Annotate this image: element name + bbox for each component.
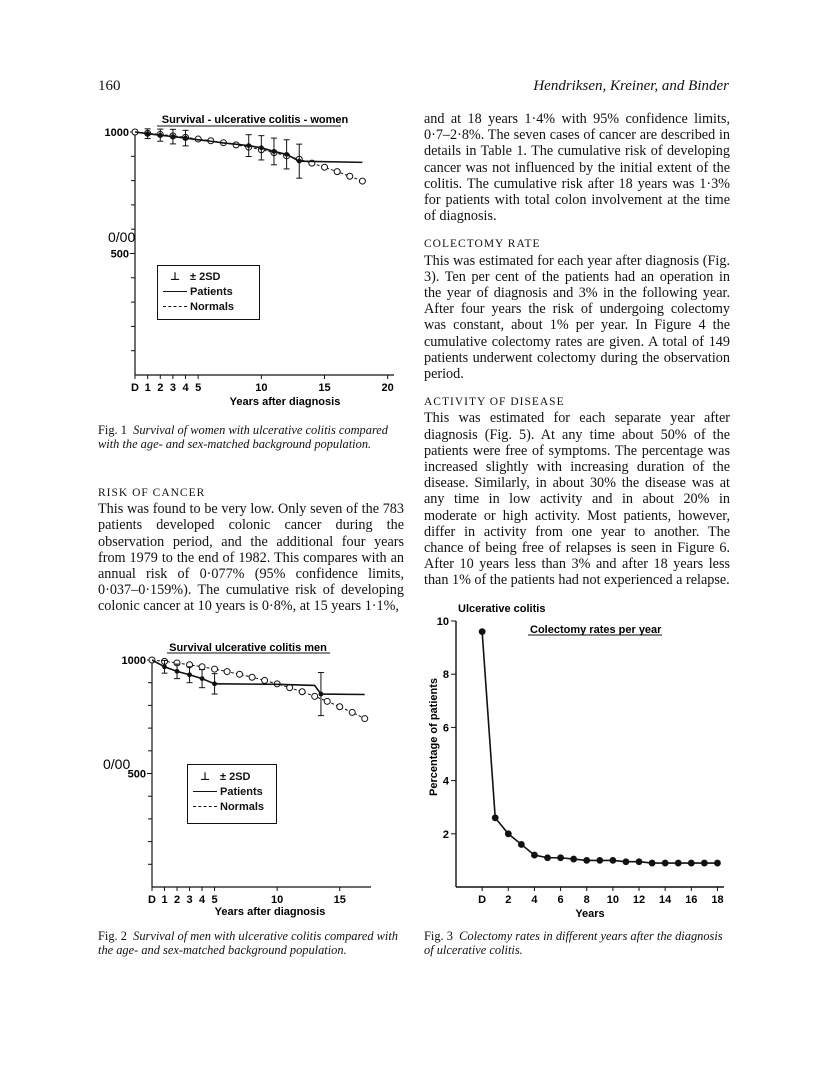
figure-2-legend — [187, 764, 277, 824]
colectomy-point — [623, 858, 630, 865]
colectomy-point — [609, 857, 616, 864]
y-axis-label: 0/00 — [103, 756, 131, 772]
normals-point — [262, 677, 268, 683]
colectomy-point — [636, 858, 643, 865]
x-tick-label: 3 — [169, 382, 176, 394]
x-tick-label: 16 — [685, 894, 698, 906]
colectomy-point — [505, 830, 512, 837]
normals-point — [362, 716, 368, 722]
x-tick-label: 2 — [173, 894, 181, 906]
y-tick-label: 2 — [442, 828, 449, 841]
colectomy-point — [479, 628, 486, 635]
normals-point — [334, 169, 340, 175]
section-heading-colectomy-rate: COLECTOMY RATE — [424, 238, 541, 251]
y-tick-label: 500 — [127, 768, 146, 781]
colectomy-point — [662, 860, 669, 867]
normals-point — [287, 685, 293, 691]
legend-item-sd: ⊥ ± 2SD — [199, 770, 251, 783]
chart-title: Survival ulcerative colitis men — [169, 642, 327, 654]
legend-item-normals: Normals — [193, 799, 271, 814]
x-tick-label: 20 — [381, 382, 394, 394]
x-tick-label: 10 — [271, 894, 284, 906]
x-tick-label: 4 — [182, 382, 189, 394]
x-tick-label: 10 — [255, 382, 268, 394]
x-tick-label: 5 — [211, 894, 218, 906]
normals-point — [237, 671, 243, 677]
colectomy-point — [570, 856, 577, 863]
colectomy-point — [701, 860, 708, 867]
legend-item-patients: Patients — [163, 284, 254, 299]
continuation-paragraph: and at 18 years 1·4% with 95% confidence limits, 0·7–2·8%. The seven cases of cancer are described in details in Table 1. The cumulative risk of developing cancer was not influenced by the initial extent of the colitis. The cumulative risk after 18 years was 1·3% for patients with total colon involvement at the time of diagnosis. — [424, 111, 730, 225]
figure-1-chart — [95, 105, 410, 415]
patients-point — [145, 131, 150, 136]
normals-point — [337, 704, 343, 710]
x-tick-label: 2 — [157, 382, 164, 394]
x-axis-label: Years after diagnosis — [229, 396, 341, 408]
left-column-text — [98, 485, 404, 615]
x-tick-label: 1 — [161, 894, 168, 906]
figure-1-legend — [157, 265, 260, 320]
patients-point — [297, 159, 302, 164]
x-tick-label: 4 — [198, 894, 206, 906]
x-tick-label: 2 — [505, 894, 512, 906]
legend-item-patients: Patients — [193, 784, 271, 799]
patients-point — [272, 149, 277, 154]
chart-subtitle: Colectomy rates per year — [530, 624, 662, 636]
normals-point — [347, 173, 353, 179]
x-tick-label: 15 — [333, 894, 346, 906]
x-tick-label: 1 — [144, 382, 151, 394]
patients-point — [183, 136, 188, 141]
x-tick-label: 15 — [318, 382, 331, 394]
section-heading-activity: ACTIVITY OF DISEASE — [424, 396, 565, 409]
colectomy-point — [544, 854, 551, 861]
colectomy-point — [583, 857, 590, 864]
y-tick-label: 6 — [442, 722, 449, 735]
y-axis-label: Percentage of patients — [428, 678, 440, 796]
patients-point — [319, 692, 324, 697]
x-axis-label: Years after diagnosis — [214, 906, 326, 918]
x-tick-label: D — [131, 382, 139, 394]
patients-point — [200, 676, 205, 681]
colectomy-point — [518, 841, 525, 848]
normals-point — [324, 698, 330, 704]
patients-point — [162, 664, 167, 669]
colectomy-line — [482, 632, 717, 863]
y-tick-label: 4 — [442, 775, 449, 788]
chart-title: Ulcerative colitis — [458, 603, 546, 615]
activity-paragraph: This was estimated for each separate year after diagnosis (Fig. 5). At any time about 50% of the patients were free of symptoms. The percentage was increased slightly with increasing duration of the disease. Similarly, in about 30% the disease was at any time in low activity and in about 20% in moderate or high activity. Most patients, however, differ in activity from one year to another. The chance of being free of relapses is seen in Figure 6. After 10 years less than 3% and after 18 years less than 1% of the patients had not experienced a relapse. — [424, 410, 730, 589]
y-tick-label: 1000 — [121, 655, 146, 667]
x-tick-label: D — [148, 894, 156, 906]
normals-point — [322, 164, 328, 170]
x-tick-label: 18 — [711, 894, 724, 906]
normals-point — [212, 666, 218, 672]
patients-point — [158, 133, 163, 138]
y-tick-label: 500 — [110, 248, 129, 261]
legend-item-sd: ⊥ ± 2SD — [169, 270, 221, 283]
y-tick-label: 10 — [436, 616, 449, 628]
normals-point — [359, 178, 365, 184]
x-tick-label: 10 — [606, 894, 620, 906]
x-tick-label: 14 — [659, 894, 672, 906]
colectomy-point — [596, 857, 603, 864]
normals-line — [152, 660, 365, 719]
x-tick-label: 12 — [632, 894, 646, 906]
figure-2-caption: Fig. 2 Survival of men with ulcerative colitis compared with the age- and sex-matched background population. — [98, 929, 398, 957]
y-tick-label: 1000 — [104, 127, 129, 139]
patients-point — [187, 672, 192, 677]
colectomy-point — [688, 860, 695, 867]
colectomy-paragraph: This was estimated for each year after diagnosis (Fig. 3). Ten per cent of the patients had an operation in the year of diagnosis and 3% in the following year. After four years the risk of undergoing colectomy was constant, about 1% per year. In Figure 4 the cumulative colectomy rates are given. A total of 149 patients underwent colectomy during the observation period. — [424, 252, 730, 383]
patients-point — [175, 669, 180, 674]
normals-point — [199, 664, 205, 670]
colectomy-point — [675, 860, 682, 867]
normals-point — [299, 689, 305, 695]
normals-point — [224, 669, 230, 675]
x-tick-label: 4 — [531, 894, 538, 906]
y-axis-label: 0/00 — [108, 229, 136, 245]
patients-point — [284, 152, 289, 157]
chart-title: Survival - ulcerative colitis - women — [161, 114, 349, 126]
colectomy-point — [492, 814, 499, 821]
patients-point — [171, 134, 176, 139]
legend-item-normals: Normals — [163, 299, 254, 314]
page-number: 160 — [98, 78, 121, 94]
normals-point — [249, 674, 255, 680]
x-tick-label: 8 — [583, 894, 590, 906]
patients-point — [259, 145, 264, 150]
patients-point — [212, 681, 217, 686]
y-tick-label: 8 — [442, 669, 449, 682]
section-heading-risk-of-cancer: RISK OF CANCER — [98, 487, 206, 499]
risk-of-cancer-paragraph: This was found to be very low. Only seven of the 783 patients developed colonic cancer during the observation period, and the additional four years from 1979 to the end of 1982. This compares with an annual risk of 0·077% (95% confidence limits, 0·037–0·159%). The cumulative risk of developing colonic cancer at 10 years is 0·8%, at 15 years 1·1%, — [98, 501, 404, 615]
x-tick-label: D — [478, 894, 487, 906]
x-axis-label: Years — [575, 908, 605, 920]
patients-point — [246, 143, 251, 148]
running-head-authors: Hendriksen, Kreiner, and Binder — [533, 78, 729, 94]
figure-3-chart — [420, 597, 740, 922]
patients-line — [152, 660, 365, 695]
colectomy-point — [649, 860, 656, 867]
normals-point — [349, 709, 355, 715]
right-column-text — [424, 111, 730, 589]
figure-3-caption: Fig. 3 Colectomy rates in different years after the diagnosis of ulcerative colitis. — [424, 929, 723, 957]
x-tick-label: 5 — [195, 382, 202, 394]
normals-point — [312, 693, 318, 699]
figure-1-caption: Fig. 1 Survival of women with ulcerative colitis compared with the age- and sex-matched background population. — [98, 423, 389, 451]
colectomy-point — [531, 852, 538, 859]
x-tick-label: 3 — [186, 894, 193, 906]
colectomy-point — [714, 860, 721, 867]
colectomy-point — [557, 854, 564, 861]
x-tick-label: 6 — [557, 894, 564, 906]
